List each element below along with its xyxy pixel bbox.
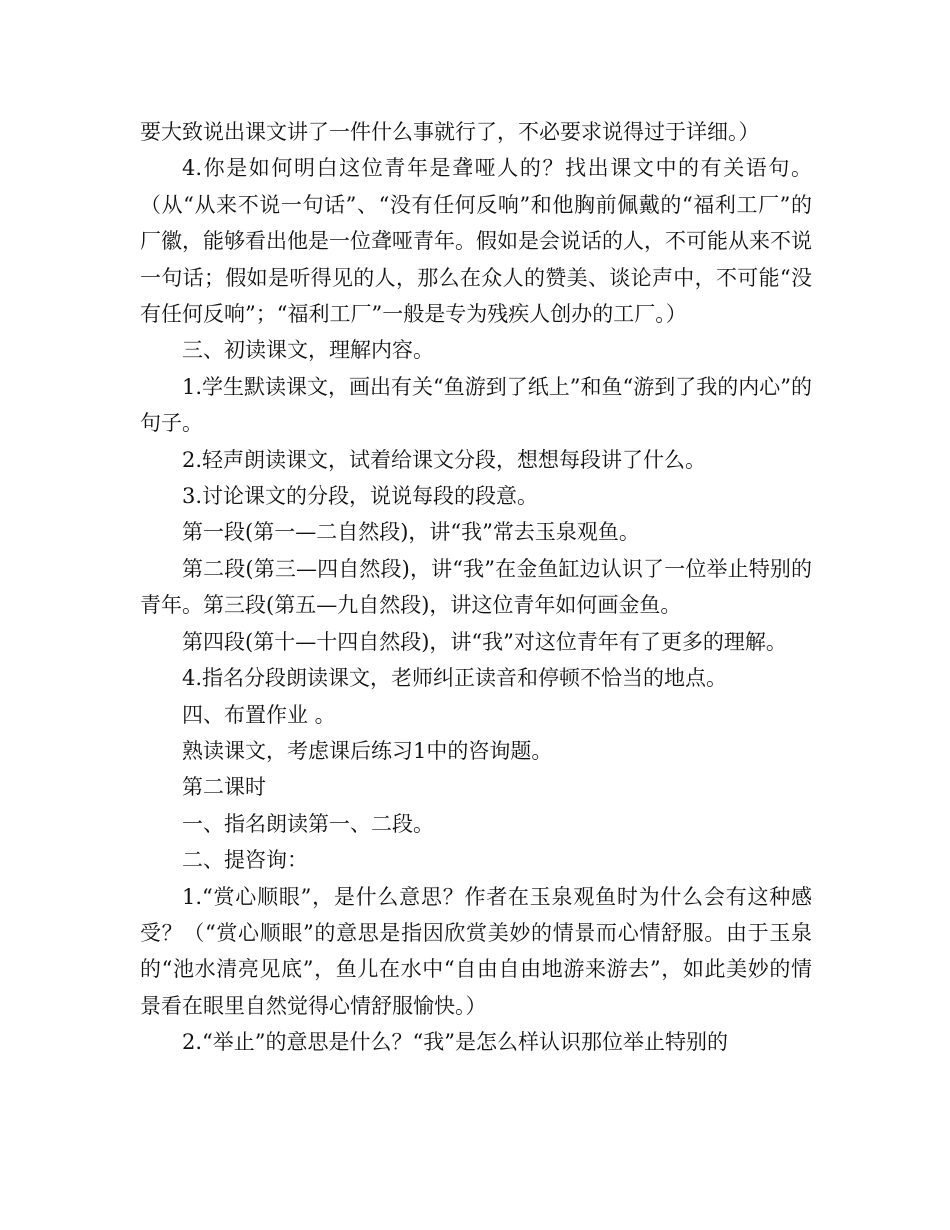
document-body	[140, 114, 812, 1061]
paragraph: 第一段(第一—二自然段)，讲“我”常去玉泉观鱼。	[182, 520, 640, 545]
paragraph: 第二段(第三—四自然段)，讲“我”在金鱼缸边认识了一位举止特别的青年。第三段(第五—九自然段)，讲这位青年如何画金鱼。	[140, 556, 812, 618]
section-heading: 三、初读课文，理解内容。	[182, 338, 434, 363]
paragraph: 熟读课文，考虑课后练习1中的咨询题。	[182, 738, 553, 763]
paragraph: 要大致说出课文讲了一件什么事就行了，不必要求说得过于详细。）	[140, 120, 760, 144]
paragraph: 2.轻声朗读课文，试着给课文分段，想想每段讲了什么。	[182, 447, 707, 472]
paragraph: 3.讨论课文的分段，说说每段的段意。	[182, 484, 539, 509]
section-heading: 二、提咨询：	[182, 848, 308, 873]
section-heading: 四、布置作业 。	[182, 702, 336, 727]
section-heading: 一、指名朗读第一、二段。	[182, 811, 434, 836]
lesson-heading: 第二课时	[182, 775, 266, 800]
paragraph: 第四段(第十—十四自然段)，讲“我”对这位青年有了更多的理解。	[182, 629, 787, 654]
paragraph: 2.“举止”的意思是什么？“我”是怎么样认识那位举止特别的	[182, 1030, 728, 1055]
paragraph: 1.“赏心顺眼”，是什么意思？作者在玉泉观鱼时为什么会有这种感受？（“赏心顺眼”的意思是指因欣赏美妙的情景而心情舒服。由于玉泉的“池水清亮见底”，鱼儿在水中“自由自由地游来游去”，如此美妙的情景看在眼里自然觉得心情舒服愉快。）	[140, 884, 812, 1018]
paragraph: 4.你是如何明白这位青年是聋哑人的？找出课文中的有关语句。（从“从来不说一句话”、“没有任何反响”和他胸前佩戴的“福利工厂”的厂徽，能够看出他是一位聋哑青年。假如是会说话的人，不可能从来不说一句话；假如是听得见的人，那么在众人的赞美、谈论声中，不可能“没有任何反响”；“福利工厂”一般是专为残疾人创办的工厂。）	[140, 156, 812, 327]
paragraph: 4.指名分段朗读课文，老师纠正读音和停顿不恰当的地点。	[182, 666, 728, 691]
paragraph: 1.学生默读课文，画出有关“鱼游到了纸上”和鱼“游到了我的内心”的句子。	[140, 374, 812, 436]
